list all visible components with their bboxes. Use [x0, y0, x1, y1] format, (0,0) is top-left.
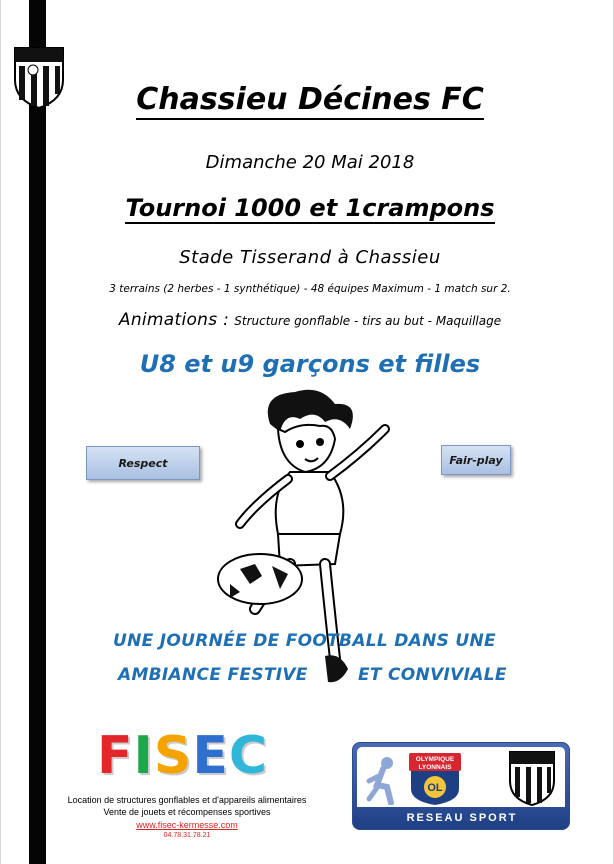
ol-reseau-sport-banner: [352, 742, 570, 830]
fisec-letter: F: [97, 726, 134, 786]
fisec-logo: [97, 725, 277, 787]
ol-text-1: OLYMPIQUE: [415, 756, 455, 763]
ol-mark: OL: [427, 782, 443, 794]
tournament-name: Tournoi 1000 et 1crampons: [125, 194, 495, 222]
audience-heading: U8 et u9 garçons et filles: [139, 350, 481, 378]
fisec-sponsor: [62, 725, 312, 855]
fisec-phone: 04.78.31.78.21: [163, 832, 211, 839]
ol-text-2: LYONNAIS: [418, 764, 452, 771]
animations-line: [60, 310, 560, 330]
slogan-line-1: UNE JOURNÉE DE FOOTBALL DANS UNE: [113, 631, 496, 651]
respect-label: Respect: [86, 446, 200, 480]
venue: Stade Tisserand à Chassieu: [179, 247, 441, 268]
club-title: Chassieu Décines FC: [120, 82, 500, 117]
club-crest-small-icon: [507, 749, 557, 807]
fisec-letter: I: [133, 726, 154, 786]
club-crest-icon: [11, 44, 67, 110]
fisec-website-link[interactable]: www.fisec-kermesse.com: [136, 820, 238, 830]
event-date: Dimanche 20 Mai 2018: [205, 152, 415, 173]
ol-footer-label: RESEAU SPORT: [406, 812, 518, 824]
slogan-line-3: ET CONVIVIALE: [358, 665, 507, 685]
fisec-description-1: Location de structures gonflables et d'appareils alimentaires: [67, 795, 307, 805]
animations-label: Animations :: [118, 310, 230, 330]
slogan-line-2: AMBIANCE FESTIVE: [118, 665, 308, 685]
animations-text: Structure gonflable - tirs au but - Maquillage: [234, 314, 502, 328]
ol-banner-panel: [357, 747, 565, 807]
fisec-letter: C: [228, 726, 269, 786]
ol-crest-icon: [405, 751, 465, 807]
runner-silhouette-icon: [363, 755, 403, 805]
left-black-band: [29, 0, 46, 864]
tournament-details: 3 terrains (2 herbes - 1 synthétique) - 48 équipes Maximum - 1 match sur 2.: [109, 283, 511, 295]
fisec-letter: E: [192, 726, 229, 786]
fisec-description-2: Vente de jouets et récompenses sportives: [103, 807, 271, 817]
fisec-letter: S: [153, 726, 193, 786]
fairplay-label: Fair-play: [441, 445, 511, 475]
